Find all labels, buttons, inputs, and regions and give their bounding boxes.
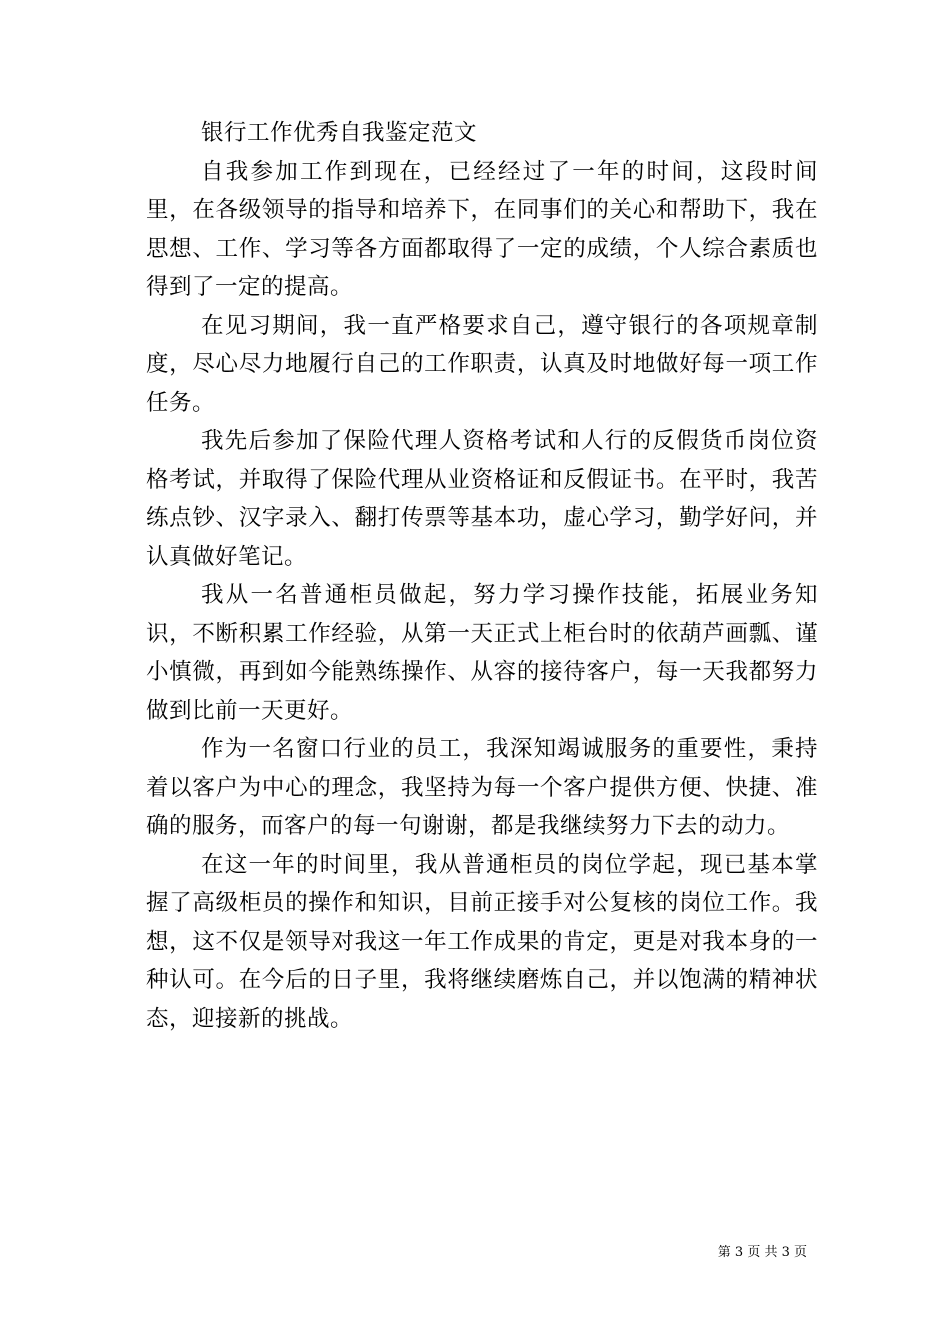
paragraph-1: 自我参加工作到现在，已经经过了一年的时间，这段时间里，在各级领导的指导和培养下，在同事们的关心和帮助下，我在思想、工作、学习等各方面都取得了一定的成绩，个人综合素质也得到了一定的提高。 — [146, 158, 818, 300]
paragraph-3: 我先后参加了保险代理人资格考试和人行的反假货币岗位资格考试，并取得了保险代理从业资格证和反假证书。在平时，我苦练点钞、汉字录入、翻打传票等基本功，虚心学习，勤学好问，并认真做好笔记。 — [146, 428, 818, 570]
paragraph-6: 在这一年的时间里，我从普通柜员的岗位学起，现已基本掌握了高级柜员的操作和知识，目前正接手对公复核的岗位工作。我想，这不仅是领导对我这一年工作成果的肯定，更是对我本身的一种认可。在今后的日子里，我将继续磨炼自己，并以饱满的精神状态，迎接新的挑战。 — [146, 851, 818, 1032]
paragraph-5: 作为一名窗口行业的员工，我深知竭诚服务的重要性，秉持着以客户为中心的理念，我坚持为每一个客户提供方便、快捷、准确的服务，而客户的每一句谢谢，都是我继续努力下去的动力。 — [146, 736, 818, 839]
paragraph-2: 在见习期间，我一直严格要求自己，遵守银行的各项规章制度，尽心尽力地履行自己的工作职责，认真及时地做好每一项工作任务。 — [146, 312, 818, 416]
page-number-footer: 第 3 页 共 3 页 — [717, 1245, 807, 1260]
paragraph-4: 我从一名普通柜员做起，努力学习操作技能，拓展业务知识，不断积累工作经验，从第一天正式上柜台时的依葫芦画瓢、谨小慎微，再到如今能熟练操作、从容的接待客户，每一天我都努力做到比前一天更好。 — [146, 582, 818, 724]
document-body — [146, 114, 818, 1038]
document-title: 银行工作优秀自我鉴定范文 — [201, 120, 478, 146]
